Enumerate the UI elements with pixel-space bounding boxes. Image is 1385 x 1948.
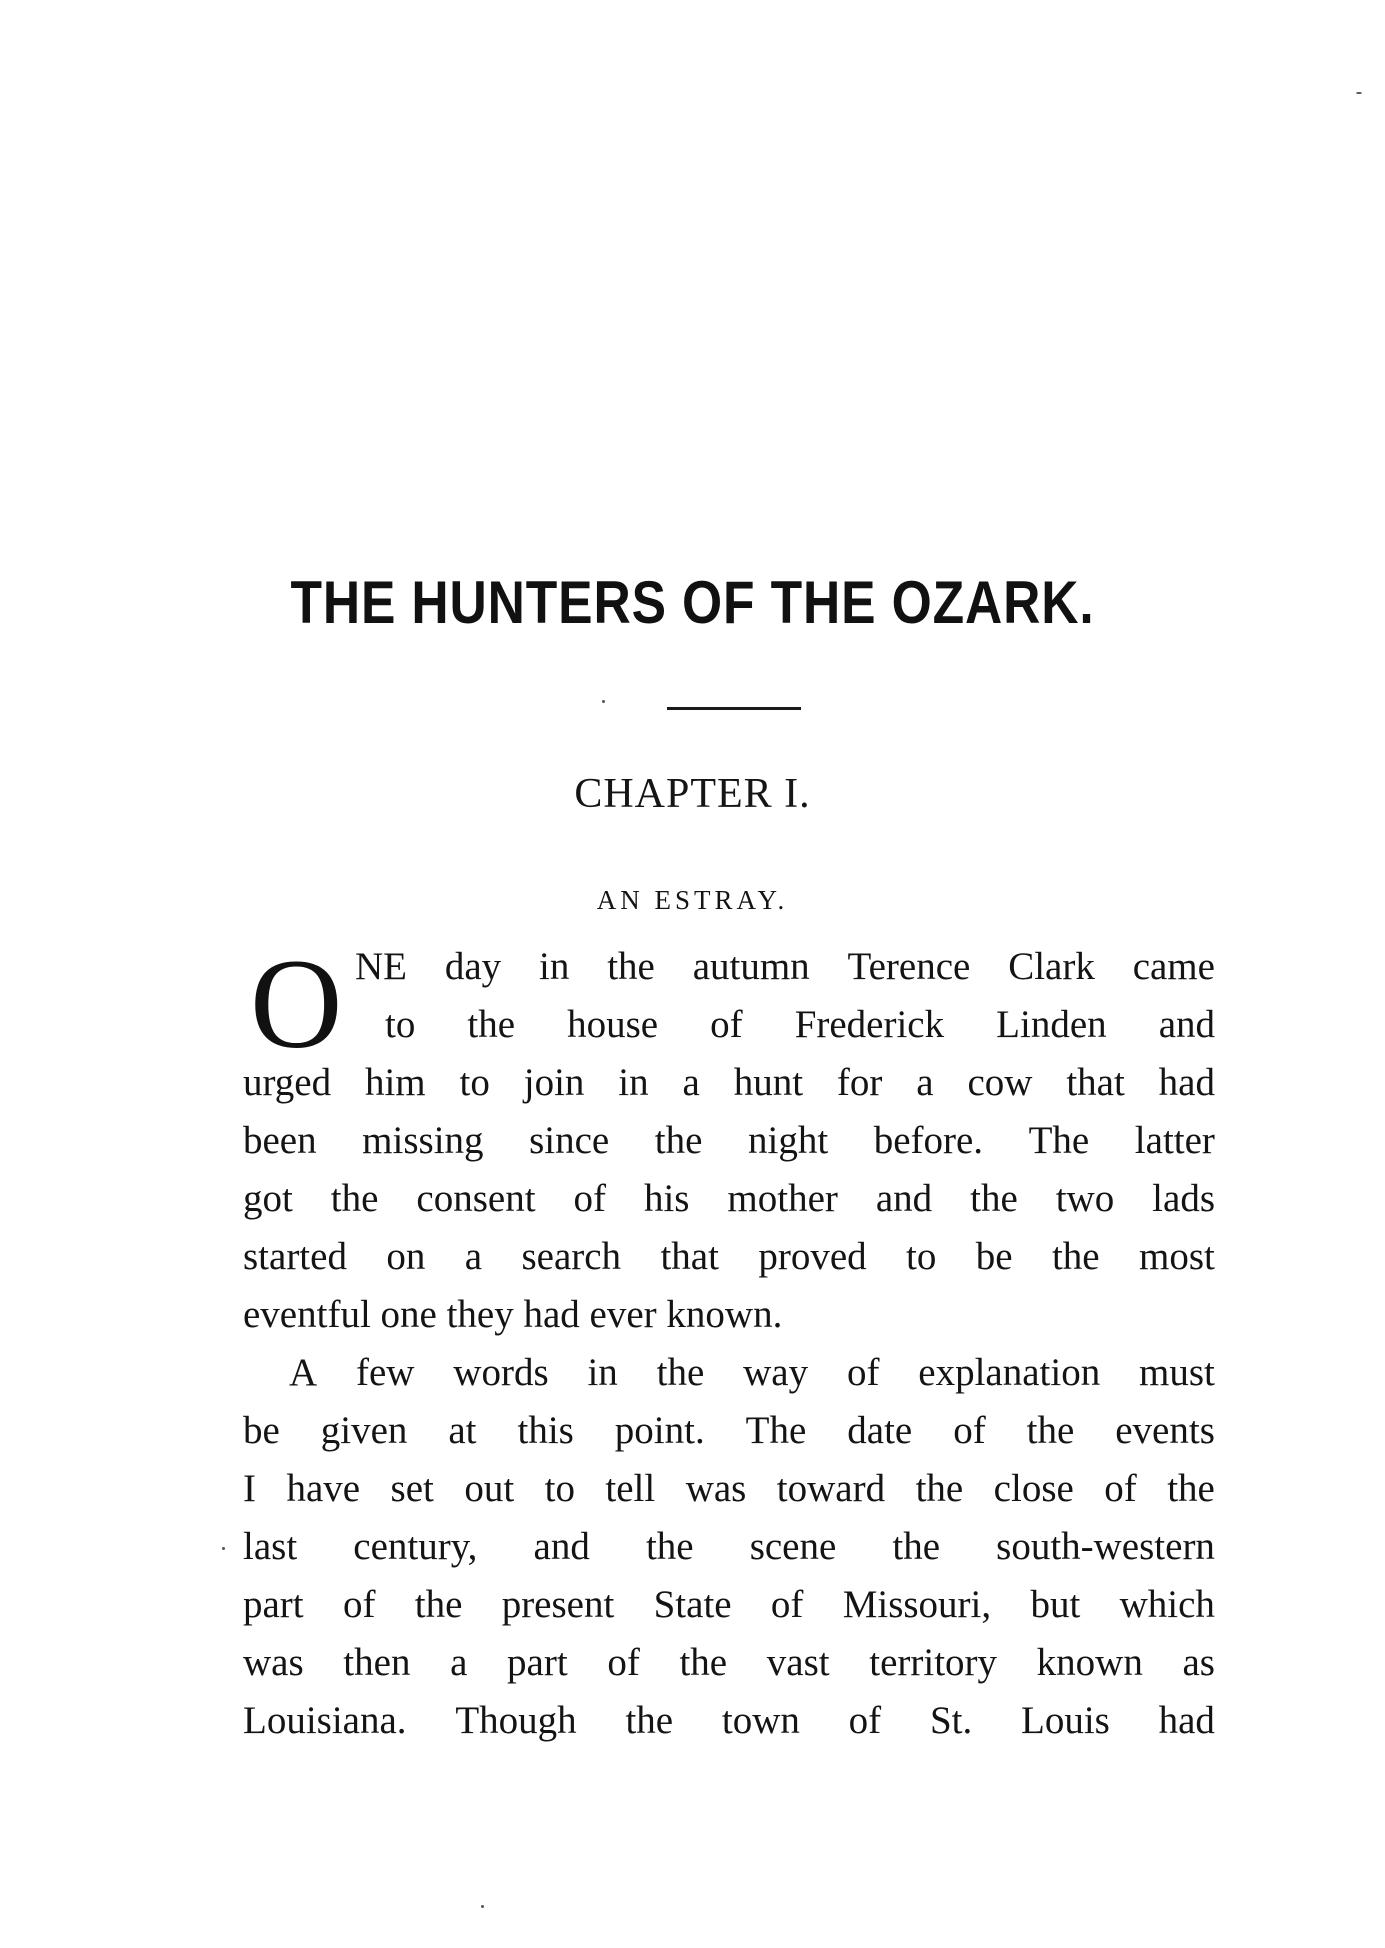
word: toward — [776, 1467, 886, 1510]
word: and — [875, 1177, 933, 1220]
word: Missouri, — [842, 1583, 992, 1626]
word: The — [745, 1409, 807, 1452]
word: hunt — [733, 1061, 804, 1104]
word: of — [573, 1177, 606, 1220]
word: words — [453, 1351, 549, 1394]
word: the — [1167, 1467, 1215, 1510]
word: had — [1158, 1061, 1215, 1104]
word: on — [386, 1235, 426, 1278]
text-line — [243, 1286, 1215, 1344]
text-line — [243, 1692, 1215, 1750]
word: latter — [1134, 1119, 1215, 1162]
word: join — [523, 1061, 585, 1104]
word: to — [906, 1235, 937, 1278]
word: got — [243, 1177, 293, 1220]
word: century, — [353, 1525, 478, 1568]
word: the — [892, 1525, 941, 1568]
word: few — [356, 1351, 415, 1394]
word: and — [533, 1525, 590, 1568]
word: which — [1119, 1583, 1215, 1626]
word: was — [685, 1467, 747, 1510]
scan-speck — [602, 700, 605, 703]
word: town — [721, 1699, 800, 1742]
word: came — [1132, 945, 1215, 988]
word: this — [517, 1409, 574, 1452]
text-line — [243, 1402, 1215, 1460]
text-line — [243, 996, 1215, 1054]
word: that — [1066, 1061, 1125, 1104]
word: cow — [967, 1061, 1033, 1104]
word: known — [1036, 1641, 1143, 1684]
word: a — [450, 1641, 468, 1684]
word: part — [243, 1583, 304, 1626]
line-text — [243, 1576, 1215, 1634]
word: date — [847, 1409, 913, 1452]
body-text — [243, 933, 1215, 1750]
text-line — [243, 1344, 1215, 1402]
line-text — [243, 1634, 1215, 1692]
word: the — [656, 1351, 705, 1394]
drop-cap: O — [250, 933, 343, 1075]
word: be — [243, 1409, 280, 1452]
word: a — [916, 1061, 934, 1104]
word: part — [507, 1641, 568, 1684]
word: for — [836, 1061, 883, 1104]
line-text — [243, 1112, 1215, 1170]
text-line — [243, 1112, 1215, 1170]
word: to — [544, 1467, 575, 1510]
word: Clark — [1008, 945, 1095, 988]
line-text: eventful one they had ever known. — [243, 1293, 783, 1336]
scan-speck — [1356, 92, 1362, 94]
word: in — [539, 945, 570, 988]
word: the — [654, 1119, 703, 1162]
word: night — [747, 1119, 829, 1162]
word: must — [1139, 1351, 1215, 1394]
word: of — [848, 1699, 882, 1742]
word: search — [521, 1235, 622, 1278]
line-text — [243, 1054, 1215, 1112]
scan-speck — [222, 1547, 225, 1550]
word: south-western — [996, 1525, 1215, 1568]
word: the — [607, 945, 655, 988]
word: territory — [869, 1641, 998, 1684]
word: be — [975, 1235, 1013, 1278]
word: a — [464, 1235, 483, 1278]
chapter-subtitle: AN ESTRAY. — [596, 885, 789, 915]
word: most — [1139, 1235, 1215, 1278]
word: him — [364, 1061, 426, 1104]
word: to — [385, 1003, 416, 1046]
word: given — [320, 1409, 408, 1452]
line-text — [385, 996, 1215, 1054]
text-line — [243, 1518, 1215, 1576]
text-line — [243, 1460, 1215, 1518]
word: that — [660, 1235, 719, 1278]
word: day — [444, 945, 502, 988]
word: a — [682, 1061, 700, 1104]
word: of — [846, 1351, 880, 1394]
line-text — [355, 938, 1215, 996]
title-divider-rule — [667, 707, 801, 710]
word: since — [529, 1119, 610, 1162]
word: urged — [243, 1061, 332, 1104]
line-text — [243, 1518, 1215, 1576]
text-line — [243, 1576, 1215, 1634]
word: the — [467, 1003, 516, 1046]
word: The — [1028, 1119, 1090, 1162]
word: I — [243, 1467, 256, 1510]
word: St. — [929, 1699, 973, 1742]
word: his — [643, 1177, 690, 1220]
word: then — [343, 1641, 411, 1684]
word: Louis — [1021, 1699, 1110, 1742]
word: in — [587, 1351, 618, 1394]
word: the — [915, 1467, 964, 1510]
text-line — [243, 1228, 1215, 1286]
word: events — [1115, 1409, 1215, 1452]
word: of — [607, 1641, 640, 1684]
book-title: THE HUNTERS OF THE OZARK. — [290, 569, 1095, 636]
word: as — [1182, 1641, 1215, 1684]
line-text — [243, 1402, 1215, 1460]
word: point. — [614, 1409, 705, 1452]
word: been — [243, 1119, 317, 1162]
word: autumn — [692, 945, 810, 988]
word: to — [459, 1061, 490, 1104]
word: have — [286, 1467, 361, 1510]
word: out — [464, 1467, 515, 1510]
word: Though — [455, 1699, 577, 1742]
word: house — [567, 1003, 659, 1046]
word: the — [330, 1177, 379, 1220]
line-text — [289, 1344, 1215, 1402]
word: tell — [605, 1467, 656, 1510]
scan-speck — [481, 1905, 484, 1908]
word: the — [1026, 1409, 1075, 1452]
word: the — [1051, 1235, 1100, 1278]
word: scene — [749, 1525, 837, 1568]
line-text — [243, 1692, 1215, 1750]
text-line — [243, 1054, 1215, 1112]
word: of — [1104, 1467, 1137, 1510]
word: NE — [355, 945, 407, 988]
word: but — [1030, 1583, 1081, 1626]
word: lads — [1152, 1177, 1215, 1220]
word: mother — [727, 1177, 838, 1220]
word: before. — [873, 1119, 984, 1162]
word: explanation — [918, 1351, 1101, 1394]
word: of — [342, 1583, 376, 1626]
word: of — [953, 1409, 986, 1452]
word: last — [243, 1525, 298, 1568]
line-text — [243, 1228, 1215, 1286]
word: present — [501, 1583, 615, 1626]
word: A — [289, 1351, 318, 1394]
word: the — [970, 1177, 1018, 1220]
line-text — [243, 1170, 1215, 1228]
word: Frederick — [794, 1003, 945, 1046]
word: two — [1055, 1177, 1115, 1220]
chapter-heading: CHAPTER I. — [574, 771, 811, 817]
word: way — [743, 1351, 809, 1394]
word: had — [1158, 1699, 1215, 1742]
word: of — [710, 1003, 743, 1046]
word: and — [1158, 1003, 1215, 1046]
word: vast — [766, 1641, 830, 1684]
word: set — [390, 1467, 434, 1510]
text-line — [243, 1634, 1215, 1692]
word: missing — [362, 1119, 484, 1162]
word: started — [243, 1235, 347, 1278]
text-line — [243, 1170, 1215, 1228]
word: in — [618, 1061, 649, 1104]
word: Terence — [847, 945, 971, 988]
word: was — [243, 1641, 304, 1684]
word: consent — [416, 1177, 536, 1220]
word: Louisiana. — [243, 1699, 407, 1742]
word: of — [770, 1583, 804, 1626]
word: Linden — [996, 1003, 1107, 1046]
word: the — [645, 1525, 694, 1568]
word: State — [653, 1583, 732, 1626]
word: the — [625, 1699, 674, 1742]
line-text — [243, 1460, 1215, 1518]
word: proved — [758, 1235, 867, 1278]
word: the — [679, 1641, 728, 1684]
word: at — [448, 1409, 477, 1452]
word: the — [414, 1583, 463, 1626]
word: close — [993, 1467, 1074, 1510]
text-line — [243, 938, 1215, 996]
